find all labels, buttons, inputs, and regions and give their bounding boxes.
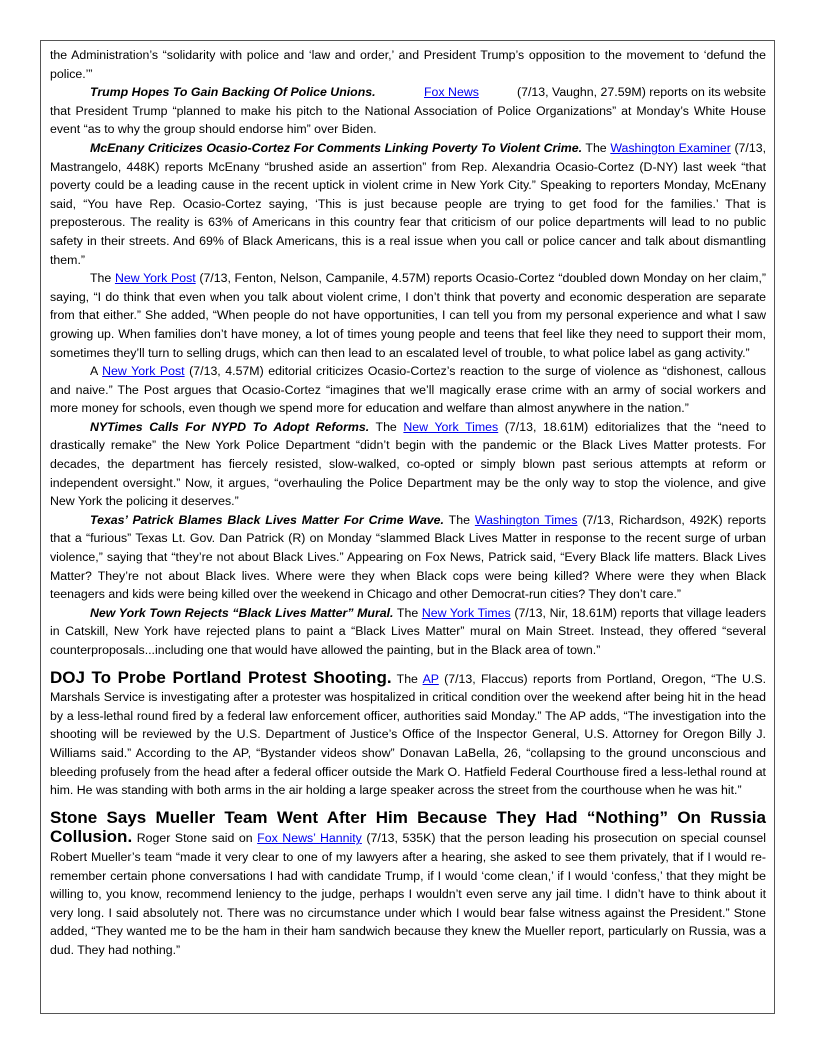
source-link-new-york-times[interactable]: New York Times [403, 419, 499, 434]
source-link-new-york-times[interactable]: New York Times [421, 605, 511, 620]
paragraph-continuation: the Administration’s “solidarity with police and ‘law and order,’ and President Trump’s opposition to the movement to ‘defund the police.’” [50, 48, 766, 81]
article-ny-post-1: The New York Post (7/13, Fenton, Nelson, Campanile, 4.57M) reports Ocasio-Cortez “doubled down Monday on her claim,” saying, “I do think that even when you talk about violent crime, I don’t think that poverty and economic desperation are separate from that either.” She added, “When people do not have opportunities, I can tell you from my personal experience and what I saw growing up. When families don’t have money, a lot of times young people and teens that feel like they need to support their mom, sometimes they’ll turn to selling drugs, which can then lead to an escalated level of trouble, to what police label as gang activity.” [50, 271, 767, 360]
source-link-washington-times[interactable]: Washington Times [474, 512, 578, 527]
source-link-washington-examiner[interactable]: Washington Examiner [610, 140, 731, 155]
article-texas-patrick: Texas’ Patrick Blames Black Lives Matter For Crime Wave. The Washington Times (7/13, Richardson, 492K) reports that a “furious” Texas Lt. Gov. Dan Patrick (R) on Monday “slammed Black Lives Matter in response to the recent surge of urban violence,” saying that “they’re not about Black Lives.” Appearing on Fox News, Patrick said, “Every Black life matters. Black Lives Matter? They’re not about Black lives. Where were they when Black cops were being killed? Where were they when Black teenagers and kids were being killed over the weekend in Chicago and other Democrat-run cities? They don’t care.” [50, 512, 766, 602]
article-headline: McEnany Criticizes Ocasio-Cortez For Comments Linking Poverty To Violent Crime. [90, 140, 582, 155]
article-headline: New York Town Rejects “Black Lives Matter” Mural. [90, 605, 394, 620]
article-doj-portland: DOJ To Probe Portland Protest Shooting. The AP (7/13, Flaccus) reports from Portland, Oregon, “The U.S. Marshals Service is investigating after a protester was hospitalized in critical condition over the weekend after being hit in the head by a less-lethal round fired by a federal law enforcement officer, authorities said Monday.” The AP adds, “The investigation into the shooting will be reviewed by the U.S. Department of Justice’s Office of the Inspector General, U.S. Attorney for Oregon Billy J. Williams said.” According to the AP, “Bystander videos show” Donavan LaBella, 26, “collapsing to the ground unconscious and bleeding profusely from the head after a federal officer outside the Mark O. Hatfield Federal Courthouse fired a less-lethal round at him. He was standing with both arms in the air holding a large speaker across the street from the courthouse when he was hit.” [50, 667, 767, 798]
section-headline: DOJ To Probe Portland Protest Shooting. [50, 667, 392, 687]
article-headline: Texas’ Patrick Blames Black Lives Matter For Crime Wave. [90, 512, 444, 527]
article-police-unions: Trump Hopes To Gain Backing Of Police Unions. Fox News (7/13, Vaughn, 27.59M) reports on its website that President Trump “planned to make his pitch to the National Association of Police Organizations” at Monday’s White House event “as to why the group should endorse him” over Biden. [50, 85, 767, 137]
article-catskill-mural: New York Town Rejects “Black Lives Matter” Mural. The New York Times (7/13, Nir, 18.61M) reports that village leaders in Catskill, New York have rejected plans to paint a “Black Lives Matter” mural on Main Street. Instead, they offered “several counterproposals...including one that would have allowed the painting, but in the Black area of town.” [50, 605, 767, 657]
article-headline: NYTimes Calls For NYPD To Adopt Reforms. [90, 419, 370, 434]
source-link-ap[interactable]: AP [422, 671, 439, 686]
article-stone-mueller: Stone Says Mueller Team Went After Him Because They Had “Nothing” On Russia Collusion. Roger Stone said on Fox News’ Hannity (7/13, 535K) that the person leading his prosecution on special counsel Robert Mueller’s team “made it very clear to one of my lawyers after a hearing, she asked to see them privately, that if I would re-remember certain phone conversations I had with candidate Trump, if I would ‘come clean,’ if I would ‘confess,’ that they might be willing to, you know, recommend leniency to the judge, perhaps I wouldn’t even serve any jail time. I didn’t have to think about it very long. I said absolutely not. There was no circumstance under which I would bear false witness against the President.” Stone added, “They wanted me to be the ham in their ham sandwich because they knew the Mueller report, particularly on Russia, was a dud. They had nothing.” [50, 807, 766, 957]
source-link-fox-news-hannity[interactable]: Fox News’ Hannity [257, 831, 362, 846]
source-link-fox-news[interactable]: Fox News [424, 85, 479, 100]
source-link-new-york-post[interactable]: New York Post [102, 364, 185, 379]
document-body [50, 46, 766, 960]
source-link-new-york-post[interactable]: New York Post [114, 271, 196, 286]
article-headline: Trump Hopes To Gain Backing Of Police Unions. [90, 85, 376, 100]
article-mcenany: McEnany Criticizes Ocasio-Cortez For Comments Linking Poverty To Violent Crime. The Washington Examiner (7/13, Mastrangelo, 448K) reports McEnany “brushed aside an assertion” from Rep. Alexandria Ocasio-Cortez (D-NY) last week “that poverty could be a leading cause in the recent uptick in violent crime in New York City.” Speaking to reporters Monday, McEnany said, “You have Rep. Ocasio-Cortez saying, ‘This is just because people are trying to get food for the families.’ That is preposterous. The reality is 63% of Americans in this country fear that criticism of our police departments will lead to no public safety in their streets. And 69% of Black Americans, this is a real issue when you call or police cancer and talk about dismantling them.” [50, 140, 767, 267]
article-ny-post-2: A New York Post (7/13, 4.57M) editorial criticizes Ocasio-Cortez’s reaction to the surge of violence as “dishonest, callous and naive.” The Post argues that Ocasio-Cortez “imagines that we’ll magically erase crime with an army of social workers and more money for schools, even though we spend more for education and welfare than almost anywhere in the nation.” [50, 364, 767, 416]
section-headline: Stone Says Mueller Team Went After Him Because They Had “Nothing” On Russia Collusion. [50, 807, 766, 847]
article-nytimes-nypd: NYTimes Calls For NYPD To Adopt Reforms. The New York Times (7/13, 18.61M) editorializes that the “need to drastically remake” the New York Police Department “didn’t begin with the pandemic or the Black Lives Matter protests. For decades, the department has fiercely resisted, slow-walked, co-opted or simply blown past serious attempts at reform or independent oversight.” Now, it argues, “overhauling the Police Department may be the only way to stop the violence, and give New York the policing it deserves.” [50, 419, 767, 509]
